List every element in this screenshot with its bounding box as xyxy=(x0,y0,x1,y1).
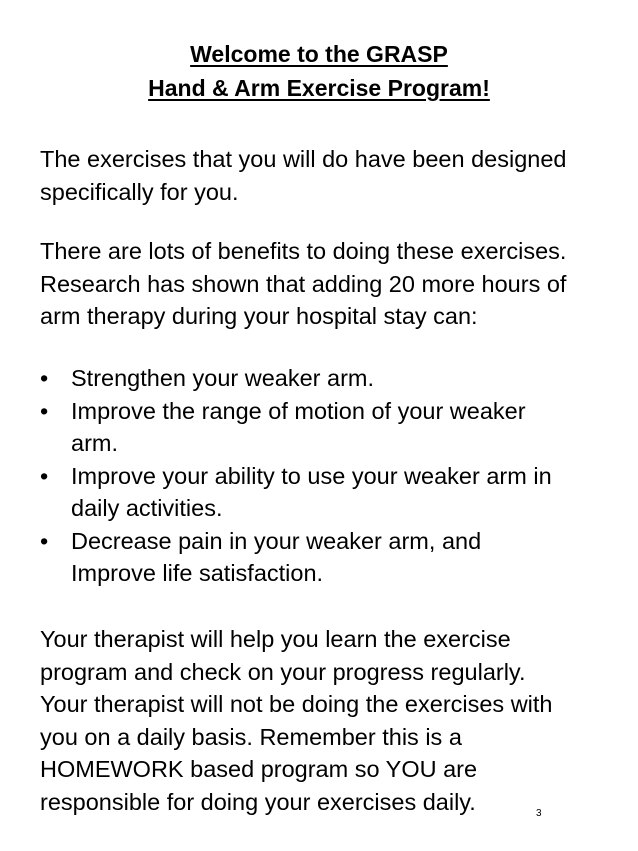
bullet-marker: • xyxy=(40,397,49,424)
therapist-help-line-1: Your therapist will help you learn the exercise xyxy=(40,626,511,652)
homework-line-3: HOMEWORK based program so YOU are xyxy=(40,756,478,782)
benefits-line-2: Research has shown that adding 20 more hours of xyxy=(40,270,567,297)
list-item xyxy=(40,460,610,525)
homework-line-1: Your therapist will not be doing the exercises with xyxy=(40,691,553,717)
list-item-line: arm. xyxy=(71,430,118,456)
title-line-2: Hand & Arm Exercise Program! xyxy=(148,75,490,101)
title-line-1: Welcome to the GRASP xyxy=(190,41,448,67)
homework-line-2: you on a daily basis. Remember this is a xyxy=(40,723,462,750)
benefits-paragraph xyxy=(40,235,610,333)
benefits-line-3: arm therapy during your hospital stay can: xyxy=(40,303,478,329)
bullet-marker: • xyxy=(40,527,49,554)
therapist-help-line-2: program and check on your progress regularly. xyxy=(40,658,526,685)
intro-line-1: The exercises that you will do have been designed xyxy=(40,146,567,172)
list-item-line: Improve life satisfaction. xyxy=(71,560,324,586)
list-item-line: Improve your ability to use your weaker arm in xyxy=(71,462,552,489)
homework-line-4: responsible for doing your exercises daily. xyxy=(40,788,476,815)
page-title xyxy=(0,37,638,105)
bullet-marker: • xyxy=(40,365,49,391)
list-item xyxy=(40,362,610,395)
benefits-line-1: There are lots of benefits to doing these exercises. xyxy=(40,238,567,264)
intro-paragraph xyxy=(40,143,610,208)
page-number: 3 xyxy=(536,808,542,819)
list-item-line: Improve the range of motion of your weaker xyxy=(71,397,526,424)
list-item-line: Strengthen your weaker arm. xyxy=(71,365,375,391)
benefits-list xyxy=(40,362,610,590)
list-item-line: daily activities. xyxy=(71,495,223,521)
homework-paragraph xyxy=(40,688,610,818)
list-item xyxy=(40,395,610,460)
list-item-line: Decrease pain in your weaker arm, and xyxy=(71,527,482,554)
list-item xyxy=(40,525,610,590)
bullet-marker: • xyxy=(40,462,49,489)
intro-line-2: specifically for you. xyxy=(40,178,239,205)
therapist-help-paragraph xyxy=(40,623,610,688)
